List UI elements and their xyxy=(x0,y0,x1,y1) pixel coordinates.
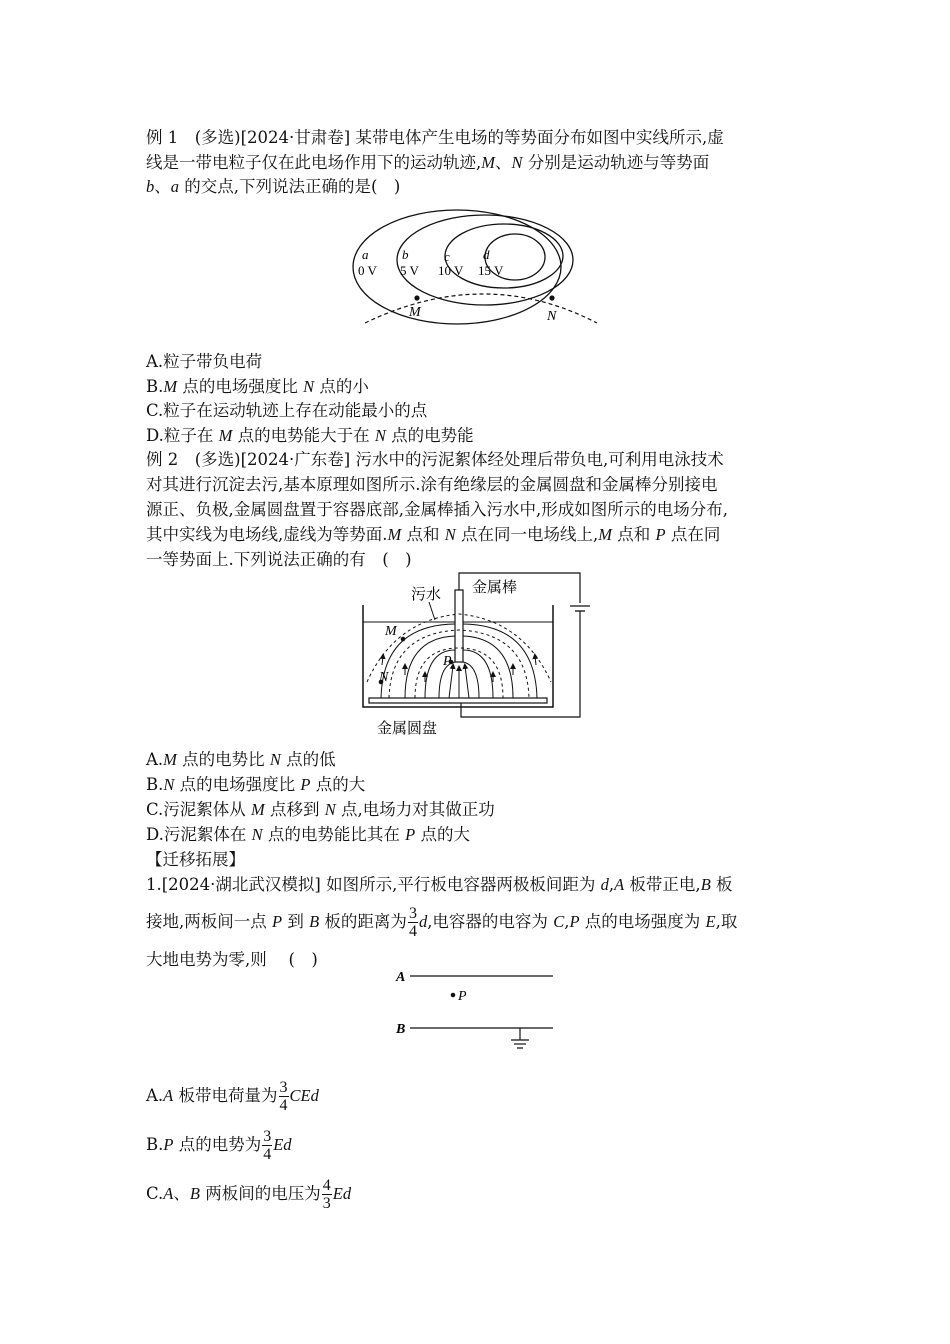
label-P: P xyxy=(443,654,452,669)
q1-option-c: C.A、B 两板间的电压为 $\frac{4}{3}$ Ed xyxy=(146,1177,352,1212)
ex1-option-c: C.粒子在运动轨迹上存在动能最小的点 xyxy=(146,401,428,420)
label-B: B xyxy=(396,1022,406,1037)
fraction-three-quarters: $\frac{3}{4}$ xyxy=(408,905,417,940)
q1-line3: 大地电势为零,则 ( ) xyxy=(146,950,318,969)
capacitor-figure xyxy=(390,962,560,1057)
ex1-line1: 例 1 (多选)[2024·甘肃卷] 某带电体产生电场的等势面分布如图中实线所示,虚 xyxy=(146,128,724,147)
label-A: A xyxy=(396,970,406,985)
label-disk: 金属圆盘 xyxy=(377,719,438,737)
ex2-option-c: C.污泥絮体从 M 点移到 N 点,电场力对其做正功 xyxy=(146,800,495,819)
option-b-fraction: $\frac{3}{4}$ xyxy=(263,1128,272,1163)
label-P: P xyxy=(458,989,467,1004)
point-N-dot xyxy=(549,295,554,300)
option-c-fraction: $\frac{4}{3}$ xyxy=(322,1177,331,1212)
trajectory xyxy=(365,294,597,323)
q1-line2: 接地,两板间一点 P 到 B 板的距离为 $\frac{3}{4}$ d,电容器的电容为 C,P 点的电场强度为 E,取 xyxy=(146,905,738,940)
option-a-fraction: $\frac{3}{4}$ xyxy=(279,1079,288,1114)
label-rod: 金属棒 xyxy=(472,578,518,596)
point-M-dot xyxy=(414,295,419,300)
q1-option-a: A.A 板带电荷量为 $\frac{3}{4}$ CEd xyxy=(146,1079,319,1114)
ex2-line2: 对其进行沉淀去污,基本原理如图所示.涂有绝缘层的金属圆盘和金属棒分别接电 xyxy=(146,475,718,494)
section-title: 【迁移拓展】 xyxy=(146,850,245,869)
equipotential-figure xyxy=(345,205,615,330)
ex2-option-a: A.M 点的电势比 N 点的低 xyxy=(146,750,336,769)
q1-option-b: B.P 点的电势为 $\frac{3}{4}$ Ed xyxy=(146,1128,292,1163)
value-c: 10 V xyxy=(438,263,464,278)
point-M-dot xyxy=(401,637,406,642)
label-d: d xyxy=(483,247,490,262)
ex1-option-d: D.粒子在 M 点的电势能大于在 N 点的电势能 xyxy=(146,426,474,445)
label-c: c xyxy=(444,249,450,264)
value-d: 15 V xyxy=(478,263,504,278)
ex2-option-b: B.N 点的电场强度比 P 点的大 xyxy=(146,775,366,794)
point-P-dot xyxy=(451,993,456,998)
label-M: M xyxy=(385,624,397,639)
q1-line1: 1.[2024·湖北武汉模拟] 如图所示,平行板电容器两极板间距为 d,A 板带正电,B 板 xyxy=(146,875,733,894)
label-water: 污水 xyxy=(411,585,442,603)
ex1-line3: b、a 的交点,下列说法正确的是( ) xyxy=(146,177,401,196)
metal-disk xyxy=(369,698,547,703)
metal-rod xyxy=(455,590,463,662)
label-b: b xyxy=(402,247,409,262)
ex1-option-a: A.粒子带负电荷 xyxy=(146,352,263,371)
ex1-line2: 线是一带电粒子仅在此电场作用下的运动轨迹,M、N 分别是运动轨迹与等势面 xyxy=(146,153,710,172)
value-a: 0 V xyxy=(358,263,377,278)
ex2-line1: 例 2 (多选)[2024·广东卷] 污水中的污泥絮体经处理后带负电,可利用电泳技术 xyxy=(146,450,724,469)
ex2-line5: 一等势面上.下列说法正确的有 ( ) xyxy=(146,550,412,569)
ex2-option-d: D.污泥絮体在 N 点的电势能比其在 P 点的大 xyxy=(146,825,470,844)
label-M: M xyxy=(409,305,421,320)
electrophoresis-figure xyxy=(355,570,590,740)
ex2-line3: 源正、负极,金属圆盘置于容器底部,金属棒插入污水中,形成如图所示的电场分布, xyxy=(146,500,728,519)
label-a: a xyxy=(362,247,369,262)
ex1-option-b: B.M 点的电场强度比 N 点的小 xyxy=(146,377,369,396)
label-N: N xyxy=(379,670,389,685)
ex2-line4: 其中实线为电场线,虚线为等势面.M 点和 N 点在同一电场线上,M 点和 P 点在同 xyxy=(146,525,721,544)
value-b: 5 V xyxy=(400,263,419,278)
label-N: N xyxy=(547,309,557,324)
